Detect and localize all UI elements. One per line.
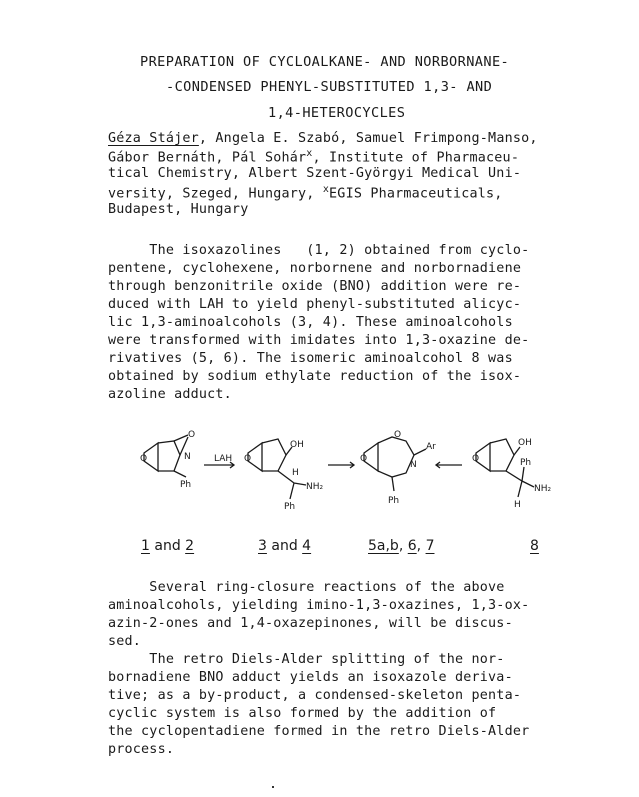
atom-ph-3: Ph bbox=[388, 496, 400, 506]
abstract-p1-line: lic 1,3-aminoalcohols (3, 4). These aminoalcohols bbox=[108, 315, 513, 330]
affiliation-line-2-rest: EGIS Pharmaceuticals, bbox=[329, 186, 503, 202]
label-and-2: and bbox=[266, 538, 303, 554]
authors-line-2 bbox=[108, 148, 519, 165]
abstract-p3-line: bornadiene BNO adduct yields an isoxazole deriva- bbox=[108, 670, 513, 685]
page-dot bbox=[272, 786, 274, 788]
compound-6: 6 bbox=[407, 538, 417, 554]
authors-line-2-rest: , Institute of Pharmaceu- bbox=[312, 150, 520, 166]
paper-title-line-1: PREPARATION OF CYCLOALKANE- AND NORBORNANE- bbox=[140, 54, 510, 70]
paper-title-line-3: 1,4-HETEROCYCLES bbox=[268, 105, 406, 121]
abstract-p3-line: the cyclopentadiene formed in the retro Diels-Alder bbox=[108, 724, 530, 739]
atom-ph-1: Ph bbox=[180, 480, 192, 490]
atom-nh2-1: NH₂ bbox=[306, 482, 324, 492]
first-author: Géza Stájer bbox=[108, 131, 199, 146]
affiliation-line-2 bbox=[108, 184, 503, 201]
compound-label-8 bbox=[530, 538, 539, 554]
atom-oh-2: OH bbox=[518, 438, 532, 448]
structure-isoxazoline bbox=[144, 435, 188, 477]
atom-nh2-2: NH₂ bbox=[534, 484, 552, 494]
abstract-p2-line: sed. bbox=[108, 634, 142, 649]
atom-o-bridge-2: O bbox=[244, 454, 252, 464]
paper-title-line-2: -CONDENSED PHENYL-SUBSTITUTED 1,3- AND bbox=[166, 79, 493, 95]
abstract-p1-line: through benzonitrile oxide (BNO) addition were re- bbox=[108, 279, 522, 294]
atom-o-ring: O bbox=[188, 430, 196, 440]
abstract-p3-line: cyclic system is also formed by the addition of bbox=[108, 706, 497, 721]
atom-ar: Ar bbox=[426, 442, 436, 452]
affiliation-mark-2: x bbox=[322, 184, 330, 195]
abstract-p1-line: pentene, cyclohexene, norbornene and norbornadiene bbox=[108, 261, 522, 276]
abstract-p3-line: The retro Diels-Alder splitting of the nor- bbox=[108, 652, 505, 667]
atom-h-2: H bbox=[514, 500, 521, 510]
label-sep: , bbox=[398, 538, 408, 554]
atom-oh-1: OH bbox=[290, 440, 304, 450]
atom-o-bridge: O bbox=[140, 454, 148, 464]
affiliation-line-2-pre: versity, Szeged, Hungary, bbox=[108, 186, 323, 202]
compound-2: 2 bbox=[185, 538, 195, 554]
compound-label-5-6-7 bbox=[368, 538, 434, 554]
abstract-p1-line: azoline adduct. bbox=[108, 387, 232, 402]
atom-ph-2: Ph bbox=[284, 502, 296, 512]
compound-8: 8 bbox=[530, 538, 539, 554]
atom-o-bridge-4: O bbox=[472, 454, 480, 464]
compound-1: 1 bbox=[141, 538, 150, 554]
affiliation-line-3: Budapest, Hungary bbox=[108, 202, 249, 217]
atom-n-ring: N bbox=[184, 452, 191, 462]
abstract-p3-line: tive; as a by-product, a condensed-skeleton penta- bbox=[108, 688, 522, 703]
compound-4: 4 bbox=[302, 538, 312, 554]
compound-3: 3 bbox=[258, 538, 267, 554]
abstract-p1-line: obtained by sodium ethylate reduction of the isox- bbox=[108, 369, 522, 384]
abstract-p2-line: Several ring-closure reactions of the above bbox=[108, 580, 505, 595]
label-sep-2: , bbox=[416, 538, 426, 554]
atom-o-oxazine: O bbox=[394, 430, 402, 440]
reaction-scheme bbox=[130, 425, 590, 525]
atom-h-1: H bbox=[292, 468, 299, 478]
affiliation-mark: x bbox=[306, 148, 313, 159]
compound-7: 7 bbox=[425, 538, 435, 554]
compound-5ab: 5a,b bbox=[368, 538, 399, 554]
abstract-p2-line: aminoalcohols, yielding imino-1,3-oxazines, 1,3-ox- bbox=[108, 598, 530, 613]
authors-line-1 bbox=[108, 131, 538, 146]
atom-n-oxazine: N bbox=[410, 460, 417, 470]
abstract-p1-line: The isoxazolines (1, 2) obtained from cyclo- bbox=[108, 243, 530, 258]
abstract-p1-line: were transformed with imidates into 1,3-oxazine de- bbox=[108, 333, 530, 348]
compound-label-3-4 bbox=[258, 538, 311, 554]
abstract-p1-line: duced with LAH to yield phenyl-substituted alicyc- bbox=[108, 297, 522, 312]
abstract-p1-line: rivatives (5, 6). The isomeric aminoalcohol 8 was bbox=[108, 351, 513, 366]
authors-line-1-rest: , Angela E. Szabó, Samuel Frimpong-Manso, bbox=[198, 131, 538, 146]
affiliation-line-1: tical Chemistry, Albert Szent-Györgyi Medical Uni- bbox=[108, 166, 522, 181]
abstract-p3-line: process. bbox=[108, 742, 175, 757]
compound-label-1-2 bbox=[141, 538, 194, 554]
authors-line-2-names: Gábor Bernáth, Pál Sohár bbox=[108, 150, 307, 166]
reagent-lah: LAH bbox=[214, 454, 233, 464]
atom-ph-4: Ph bbox=[520, 458, 532, 468]
label-and: and bbox=[149, 538, 186, 554]
atom-o-bridge-3: O bbox=[360, 454, 368, 464]
abstract-p2-line: azin-2-ones and 1,4-oxazepinones, will be discus- bbox=[108, 616, 513, 631]
